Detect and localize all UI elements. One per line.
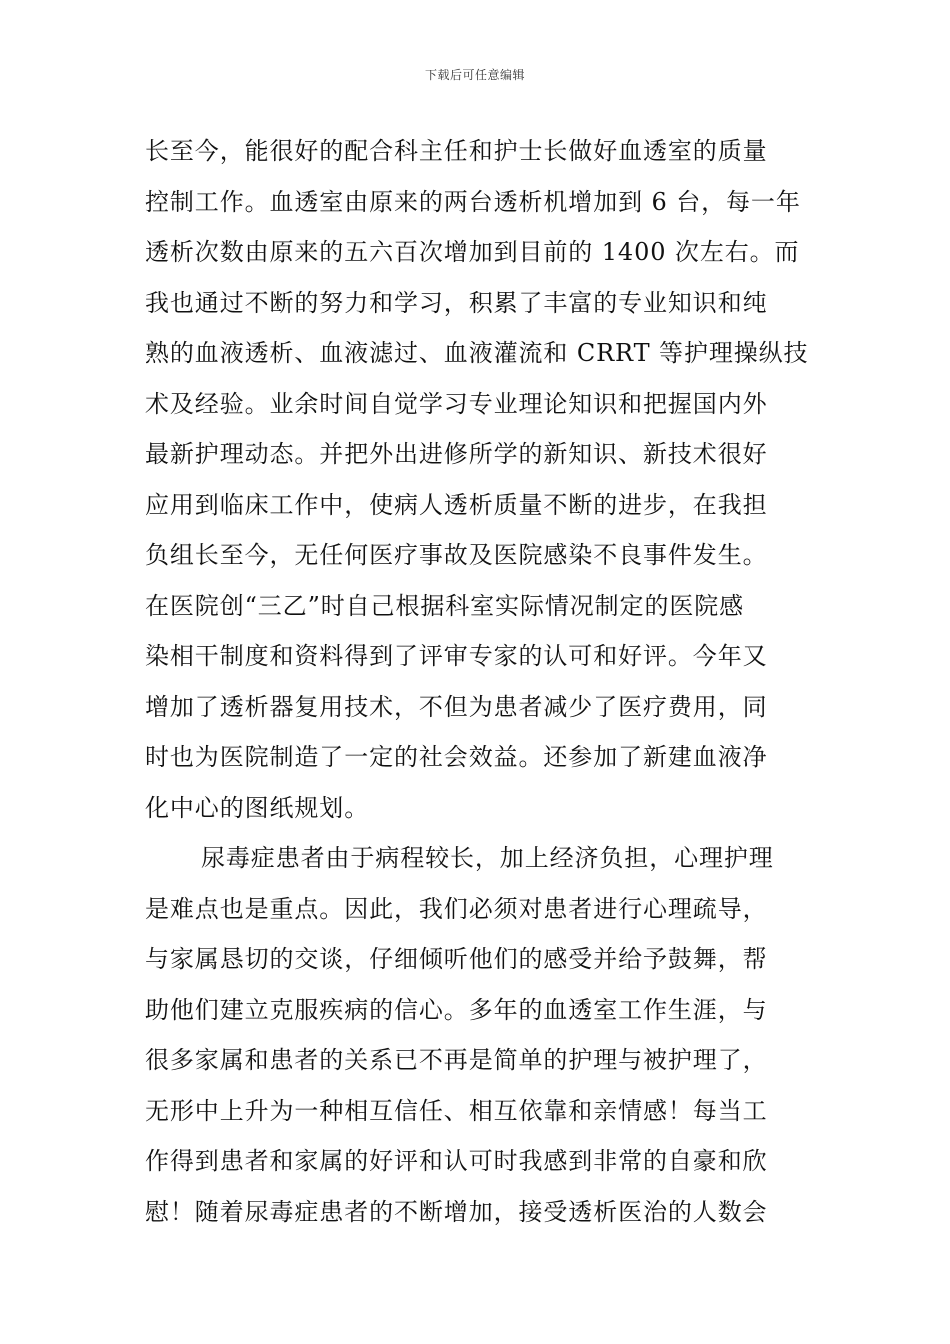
text-line: 无形中上升为一种相互信任、相互依靠和亲情感！每当工: [145, 1096, 768, 1125]
text-line: 在医院创“三乙”时自己根据科室实际情况制定的医院感: [145, 591, 745, 620]
text-line: 慰！随着尿毒症患者的不断增加，接受透析医治的人数会: [145, 1197, 768, 1226]
text-line: 助他们建立克服疾病的信心。多年的血透室工作生涯，与: [145, 995, 768, 1024]
text-line: 长至今，能很好的配合科主任和护士长做好血透室的质量: [145, 137, 768, 165]
body-text: [145, 126, 810, 1237]
paragraph-first-line: 尿毒症患者由于病程较长，加上经济负担，心理护理: [201, 844, 774, 872]
text-line: 负组长至今，无任何医疗事故及医院感染不良事件发生。: [145, 541, 768, 569]
text-line: 化中心的图纸规划。: [145, 793, 370, 822]
text-line: 控制工作。血透室由原来的两台透析机增加到 6 台，每一年: [145, 187, 801, 216]
text-line: 熟的血液透析、血液滤过、血液灌流和 CRRT 等护理操纵技: [145, 339, 809, 367]
text-line: 时也为医院制造了一定的社会效益。还参加了新建血液净: [145, 743, 768, 771]
text-line: 很多家属和患者的关系已不再是简单的护理与被护理了，: [145, 1046, 768, 1074]
page-header: 下载后可任意编辑: [424, 68, 525, 82]
text-line: 我也通过不断的努力和学习，积累了丰富的专业知识和纯: [145, 288, 768, 317]
text-line: 作得到患者和家属的好评和认可时我感到非常的自豪和欣: [145, 1147, 768, 1175]
text-line: 是难点也是重点。因此，我们必须对患者进行心理疏导，: [145, 894, 768, 923]
text-line: 透析次数由原来的五六百次增加到目前的 1400 次左右。而: [145, 238, 800, 266]
text-line: 增加了透析器复用技术，不但为患者减少了医疗费用，同: [145, 692, 768, 721]
text-line: 与家属恳切的交谈，仔细倾听他们的感受并给予鼓舞，帮: [145, 945, 768, 973]
text-line: 应用到临床工作中，使病人透析质量不断的进步，在我担: [145, 490, 768, 519]
text-line: 术及经验。业余时间自觉学习专业理论知识和把握国内外: [145, 389, 768, 418]
text-line: 最新护理动态。并把外出进修所学的新知识、新技术很好: [145, 440, 768, 468]
text-line: 染相干制度和资料得到了评审专家的认可和好评。今年又: [145, 642, 768, 670]
